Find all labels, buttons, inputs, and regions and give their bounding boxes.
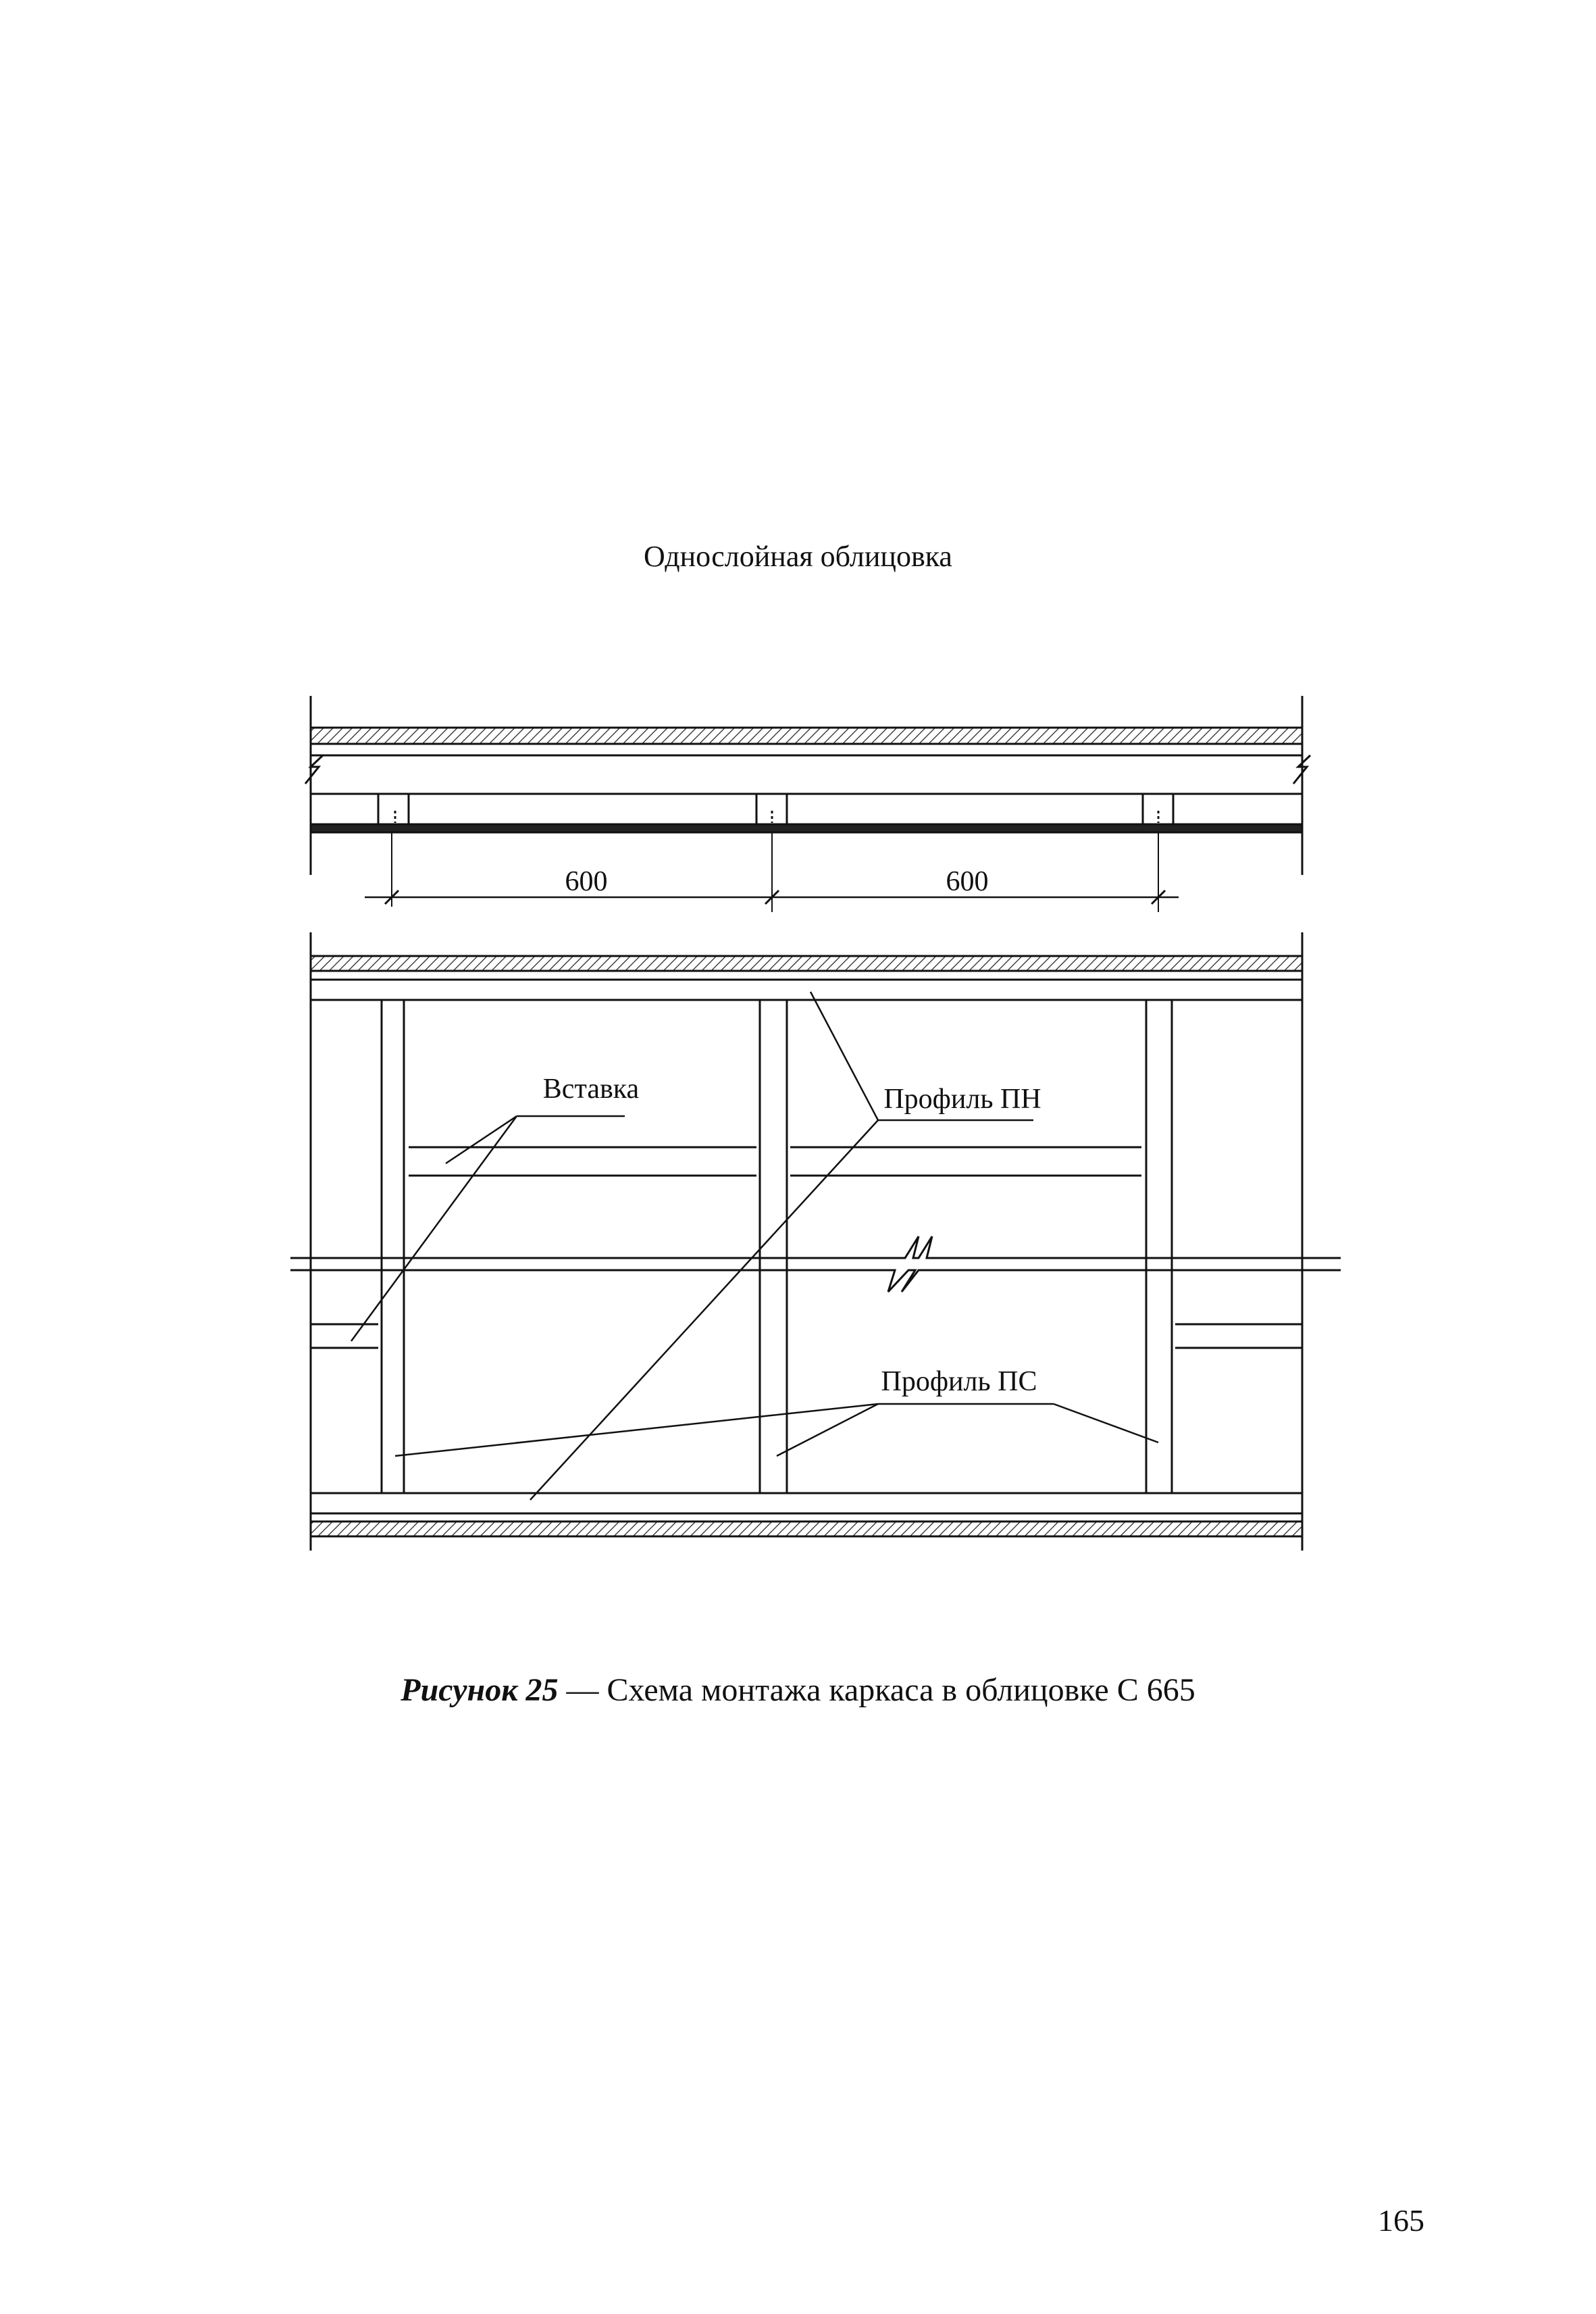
plan-wall-hatch <box>311 728 1302 744</box>
leader-pn-1 <box>810 992 878 1120</box>
page-number: 165 <box>1378 2203 1424 2238</box>
break-left-icon <box>305 755 323 784</box>
label-profile-ps: Профиль ПС <box>881 1366 1037 1397</box>
caption-separator: — <box>558 1672 607 1708</box>
plan-profile-1 <box>378 794 409 824</box>
leader-pn-2 <box>530 1120 878 1500</box>
floor-hatch <box>311 1521 1302 1536</box>
plan-view <box>305 696 1310 912</box>
plan-profile-3 <box>1143 794 1173 824</box>
leader-ps-1 <box>395 1404 878 1456</box>
leader-insert-1 <box>446 1116 517 1163</box>
plan-sheathing <box>311 824 1302 832</box>
label-insert: Вставка <box>542 1074 640 1105</box>
dimension-label-right: 600 <box>946 866 989 897</box>
label-profile-pn: Профиль ПН <box>883 1084 1041 1115</box>
dimension-label-left: 600 <box>565 866 608 897</box>
figure-number: Рисунок 25 <box>401 1672 559 1708</box>
break-line-bottom <box>290 1270 1341 1292</box>
leader-ps-2 <box>777 1404 878 1456</box>
break-line-top <box>290 1236 1341 1258</box>
figure-heading: Однослойная облицовка <box>644 540 952 573</box>
figure-caption <box>0 1671 1596 1709</box>
caption-text: Схема монтажа каркаса в облицовке С 665 <box>607 1672 1195 1708</box>
top-ceiling-hatch <box>311 956 1302 971</box>
leader-ps-3 <box>1054 1404 1158 1442</box>
plan-profile-2 <box>756 794 787 824</box>
elevation-view <box>290 932 1341 1551</box>
leader-insert-2 <box>351 1116 517 1341</box>
